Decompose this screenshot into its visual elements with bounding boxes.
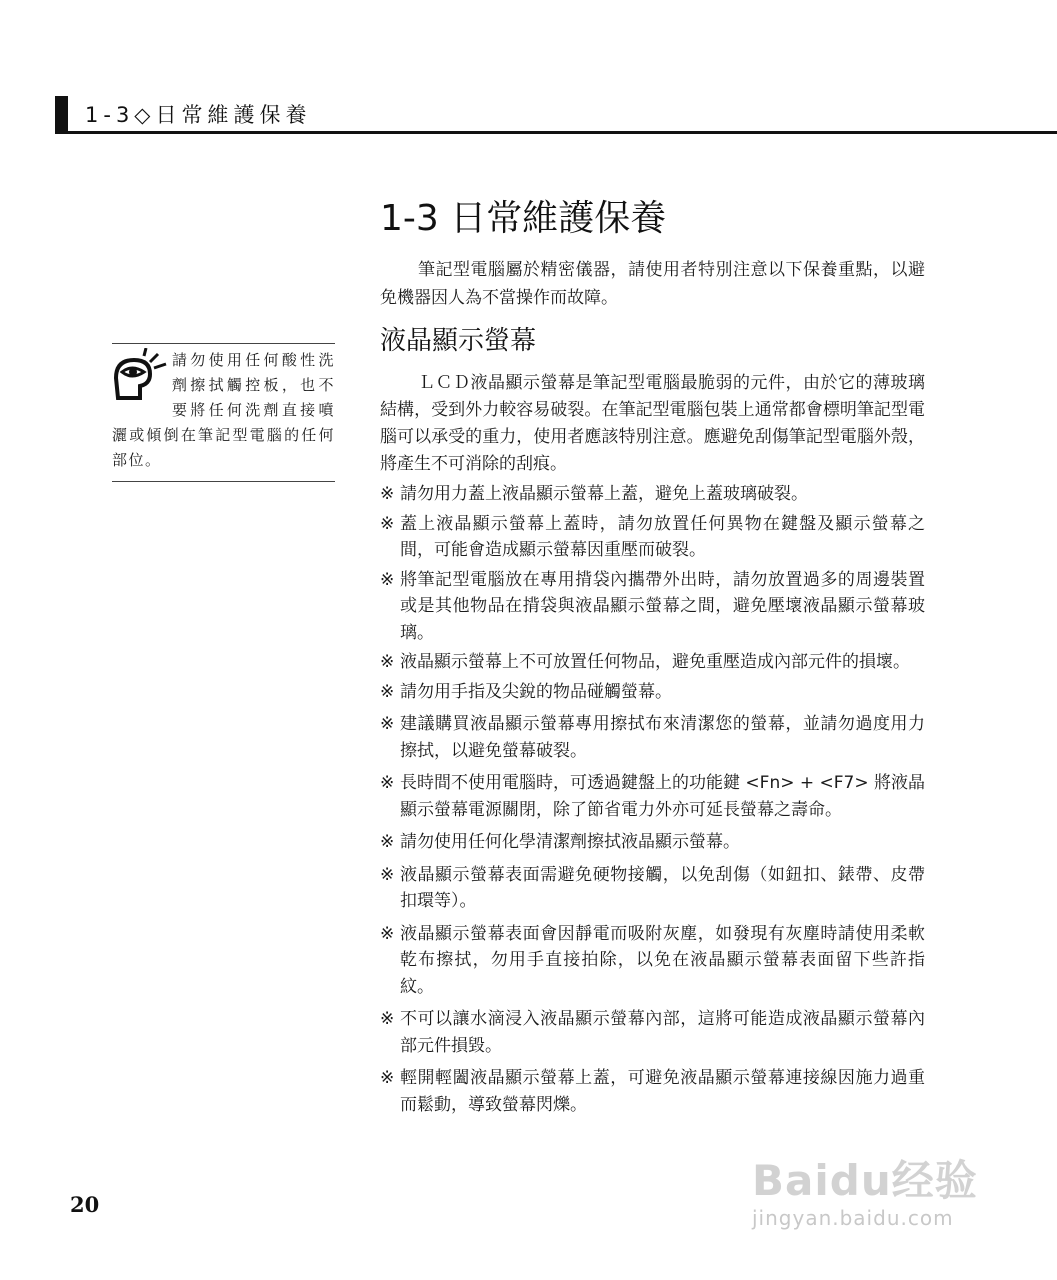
list-item [380, 481, 925, 508]
list-item [380, 711, 925, 764]
list-item [380, 649, 925, 676]
bullet-mark: ※ [380, 864, 395, 885]
bullet-mark: ※ [380, 1068, 395, 1088]
bullet-text: 請勿使用任何化學清潔劑擦拭液晶顯示螢幕。 [400, 832, 740, 852]
section-paragraph: ＬＣＤ液晶顯示螢幕是筆記型電腦最脆弱的元件，由於它的薄玻璃結構，受到外力較容易破裂。在筆記型電腦包裝上通常都會標明筆記型電腦可以承受的重力，使用者應該特別注意。應避免刮傷筆記型電腦外殼，將產生不可消除的刮痕。 [380, 373, 925, 474]
bullet-list [380, 481, 925, 1121]
watermark-brand: Baidu经验 [752, 1156, 978, 1205]
bullet-text: 請勿用手指及尖銳的物品碰觸螢幕。 [400, 681, 672, 702]
bullet-mark: ※ [380, 484, 395, 504]
list-item [380, 511, 925, 564]
bullet-mark: ※ [380, 923, 395, 944]
list-item [380, 770, 925, 823]
page-title: 1-3 日常維護保養 [380, 198, 667, 239]
bullet-text: 長時間不使用電腦時，可透過鍵盤上的功能鍵 <Fn> + <F7> 將液晶顯示螢幕電源關閉，除了節省電力外亦可延長螢幕之壽命。 [400, 773, 925, 820]
bullet-text: 液晶顯示螢幕上不可放置任何物品，避免重壓造成內部元件的損壞。 [400, 652, 910, 672]
eye-attention-icon [112, 348, 168, 400]
bullet-text: 不可以讓水滴浸入液晶顯示螢幕內部，這將可能造成液晶顯示螢幕內部元件損毀。 [400, 1009, 925, 1056]
bullet-mark: ※ [380, 569, 395, 590]
side-note-text: 請勿使用任何酸性洗劑擦拭觸控板，也不要將任何洗劑直接噴灑或傾倒在筆記型電腦的任何部位。 [112, 351, 335, 469]
list-item [380, 829, 925, 856]
watermark [752, 1148, 1002, 1238]
bullet-text: 輕開輕闔液晶顯示螢幕上蓋，可避免液晶顯示螢幕連接線因施力過重而鬆動，導致螢幕閃爍。 [400, 1068, 925, 1115]
bullet-mark: ※ [380, 1009, 395, 1029]
bullet-text: 液晶顯示螢幕表面會因靜電而吸附灰塵，如發現有灰塵時請使用柔軟乾布擦拭，勿用手直接拍除，以免在液晶顯示螢幕表面留下些許指紋。 [400, 923, 925, 997]
running-title: 1-3◇日常維護保養 [85, 103, 312, 127]
header-bar [55, 96, 68, 134]
list-item [380, 862, 925, 915]
intro-paragraph: 筆記型電腦屬於精密儀器，請使用者特別注意以下保養重點，以避免機器因人為不當操作而故障。 [380, 260, 925, 308]
list-item [380, 1006, 925, 1059]
watermark-url: jingyan.baidu.com [752, 1206, 954, 1230]
header-rule [55, 131, 1057, 134]
bullet-text: 建議購買液晶顯示螢幕專用擦拭布來清潔您的螢幕，並請勿過度用力擦拭，以避免螢幕破裂。 [400, 714, 925, 761]
list-item [380, 1065, 925, 1118]
bullet-text: 液晶顯示螢幕表面需避免硬物接觸，以免刮傷（如鈕扣、錶帶、皮帶扣環等）。 [400, 864, 925, 911]
bullet-text: 請勿用力蓋上液晶顯示螢幕上蓋，避免上蓋玻璃破裂。 [400, 484, 808, 504]
bullet-mark: ※ [380, 714, 395, 734]
list-item [380, 921, 925, 1001]
side-note [112, 343, 335, 482]
bullet-mark: ※ [380, 652, 395, 672]
list-item [380, 679, 925, 706]
section-heading: 液晶顯示螢幕 [380, 326, 537, 356]
bullet-text: 將筆記型電腦放在專用揹袋內攜帶外出時，請勿放置過多的周邊裝置或是其他物品在揹袋與液晶顯示螢幕之間，避免壓壞液晶顯示螢幕玻璃。 [400, 569, 925, 643]
bullet-mark: ※ [380, 681, 395, 702]
bullet-text: 蓋上液晶顯示螢幕上蓋時，請勿放置任何異物在鍵盤及顯示螢幕之間，可能會造成顯示螢幕因重壓而破裂。 [400, 513, 925, 560]
bullet-mark: ※ [380, 513, 395, 534]
bullet-mark: ※ [380, 773, 395, 793]
page-number: 20 [70, 1192, 100, 1217]
list-item [380, 567, 925, 647]
bullet-mark: ※ [380, 832, 395, 852]
